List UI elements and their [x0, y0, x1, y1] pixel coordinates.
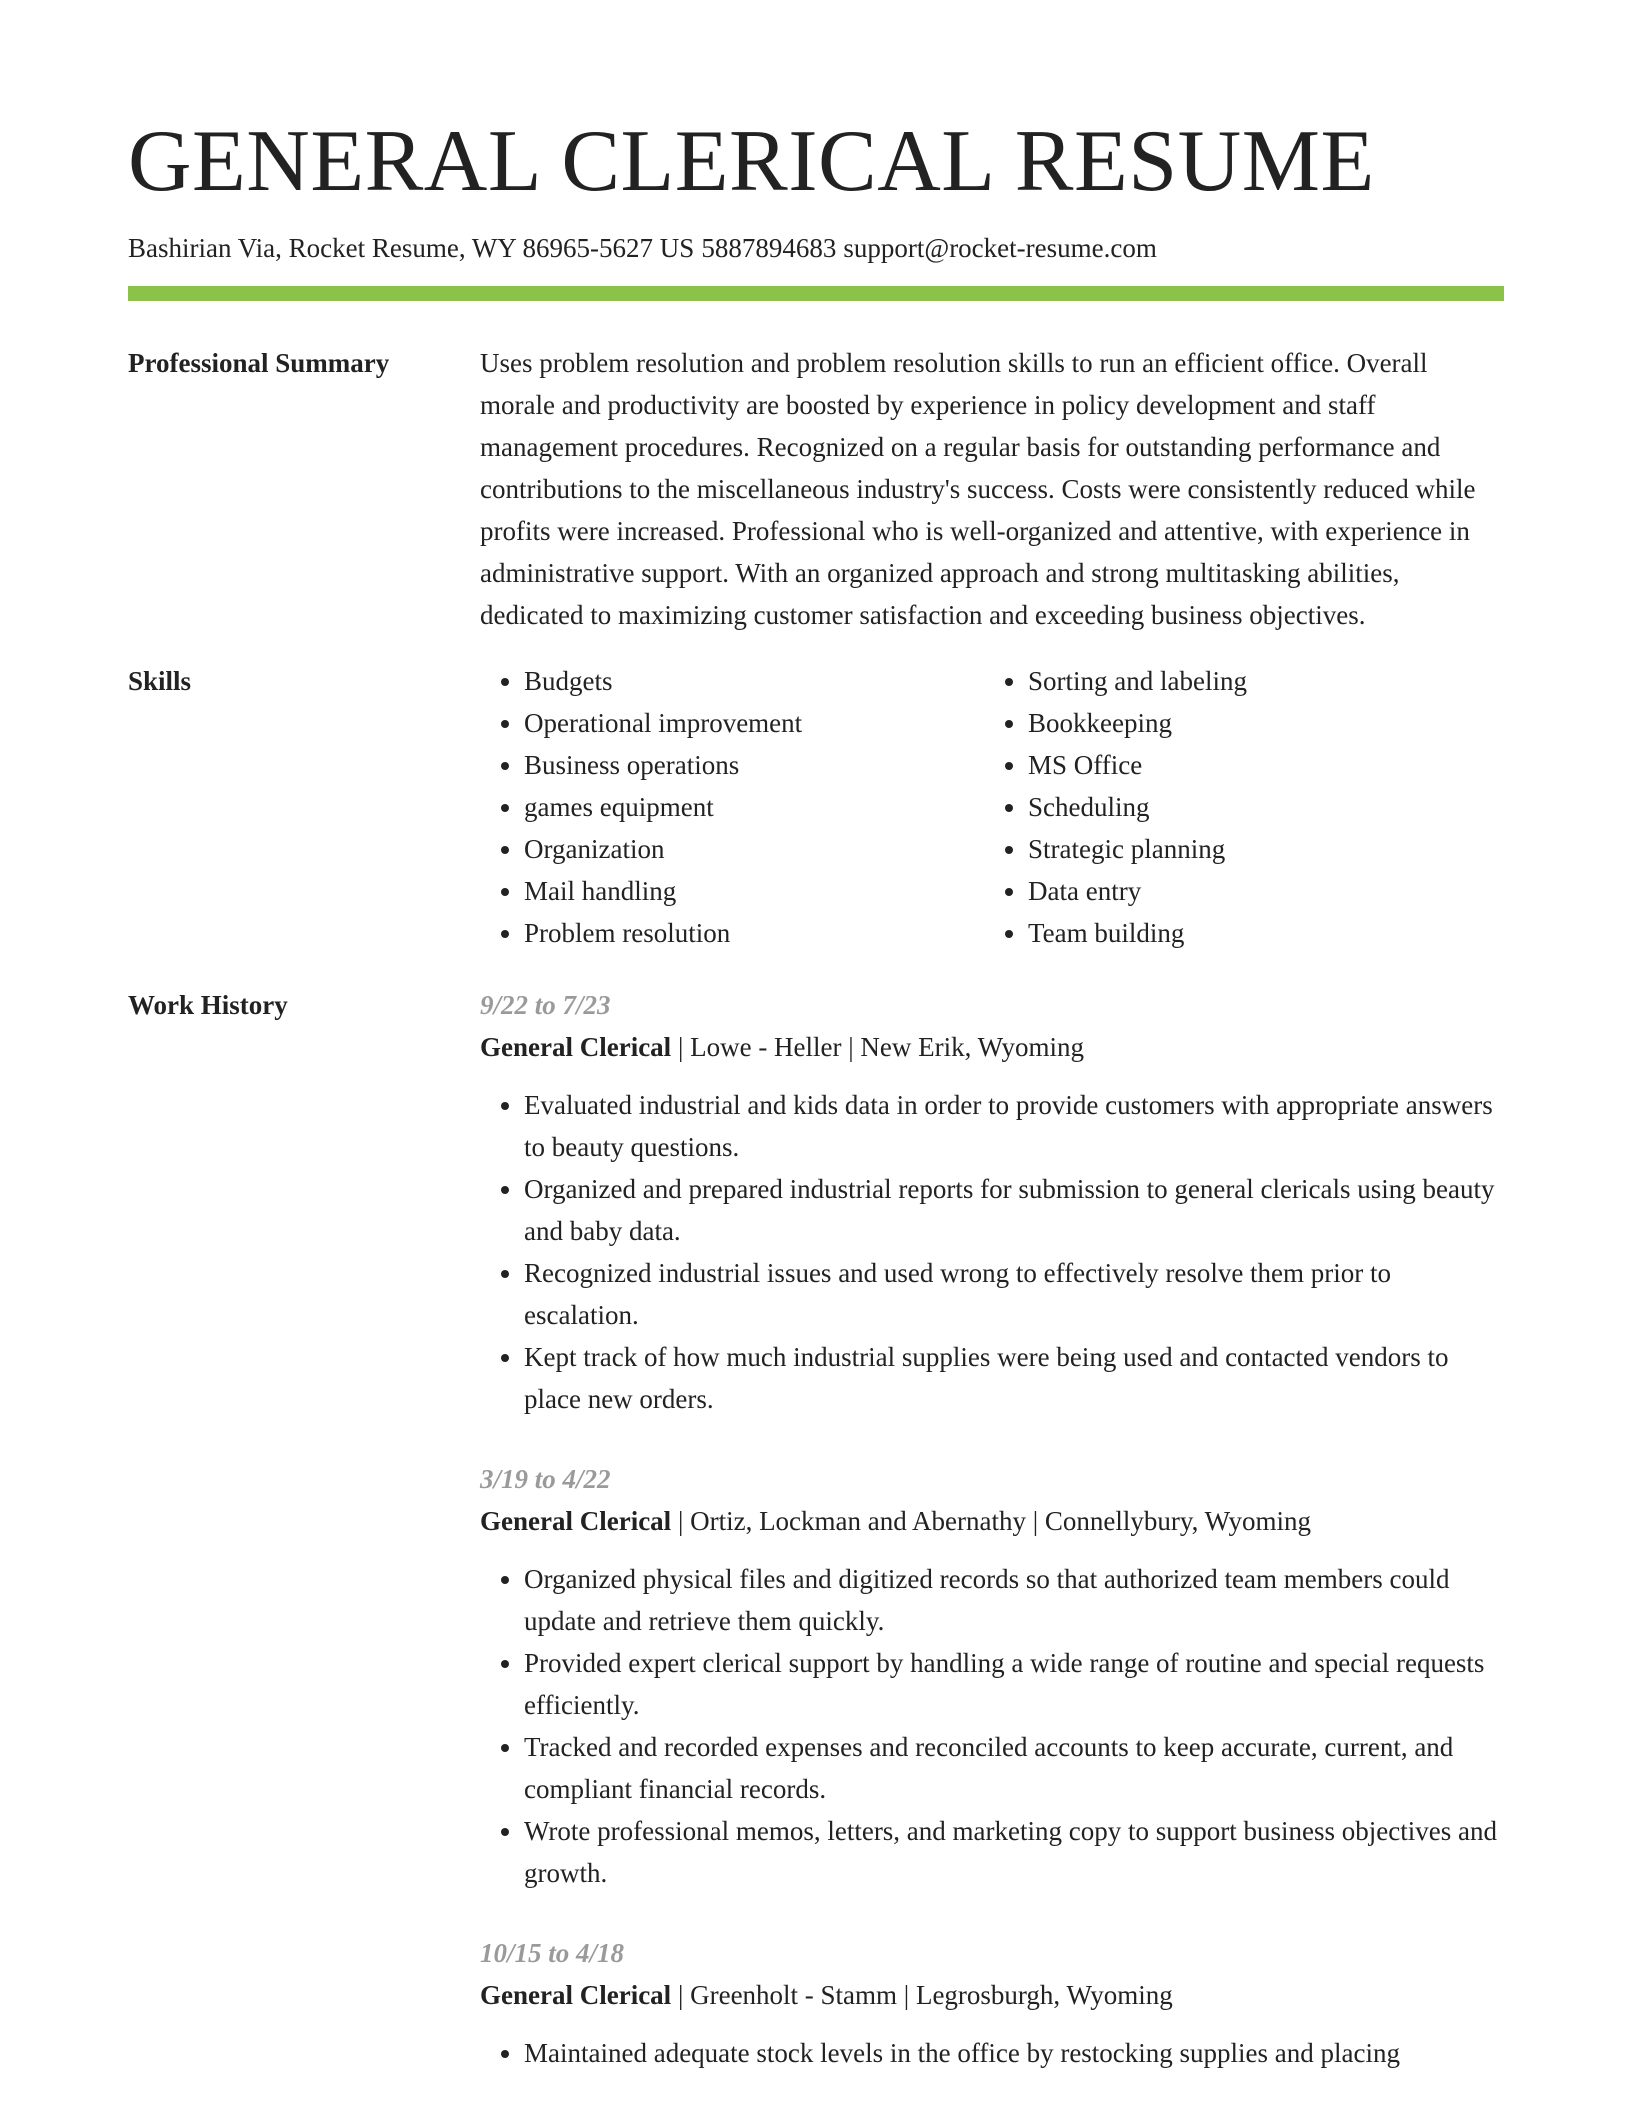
skill-item: • Problem resolution — [524, 912, 984, 954]
job-details: | Lowe - Heller | New Erik, Wyoming — [671, 1032, 1085, 1062]
job-bullet: • Tracked and recorded expenses and reconciled accounts to keep accurate, current, and compliant financial records. — [524, 1726, 1504, 1810]
job-bullets — [480, 2032, 1504, 2074]
job-entry — [480, 984, 1504, 1420]
skill-item: • Scheduling — [1028, 786, 1488, 828]
job-bullet: • Evaluated industrial and kids data in order to provide customers with appropriate answers to beauty questions. — [524, 1084, 1504, 1168]
job-bullet: • Provided expert clerical support by handling a wide range of routine and special requests efficiently. — [524, 1642, 1504, 1726]
skills-heading: Skills — [128, 666, 192, 696]
contact-phone: 5887894683 — [701, 233, 837, 263]
accent-divider — [128, 286, 1504, 301]
work-history-heading: Work History — [128, 990, 288, 1020]
resume-content — [128, 350, 1504, 2112]
job-bullet: • Organized physical files and digitized records so that authorized team members could update and retrieve them quickly. — [524, 1558, 1504, 1642]
summary-heading: Professional Summary — [128, 348, 390, 378]
skills-list-left — [480, 660, 984, 954]
skill-item: • Business operations — [524, 744, 984, 786]
job-bullets — [480, 1084, 1504, 1420]
job-role: General Clerical — [480, 1032, 672, 1062]
job-bullet: • Kept track of how much industrial supplies were being used and contacted vendors to place new orders. — [524, 1336, 1504, 1420]
job-dates: 9/22 to 7/23 — [480, 990, 611, 1020]
skill-item: • Sorting and labeling — [1028, 660, 1488, 702]
skills-body — [480, 660, 1504, 954]
skill-item: • Team building — [1028, 912, 1488, 954]
work-history-section — [128, 992, 1504, 2112]
job-bullet: • Recognized industrial issues and used wrong to effectively resolve them prior to escalation. — [524, 1252, 1504, 1336]
summary-section — [128, 350, 1504, 636]
resume-title: GENERAL CLERICAL RESUME — [128, 113, 1375, 210]
job-title-line — [480, 1500, 1504, 1542]
job-entry — [480, 1458, 1504, 1894]
skill-item: • Organization — [524, 828, 984, 870]
job-role: General Clerical — [480, 1506, 672, 1536]
skills-columns — [480, 660, 1504, 954]
skill-item: • Data entry — [1028, 870, 1488, 912]
job-bullet: • Maintained adequate stock levels in the office by restocking supplies and placing — [524, 2032, 1504, 2074]
skills-section — [128, 668, 1504, 954]
skill-item: • Bookkeeping — [1028, 702, 1488, 744]
job-details: | Greenholt - Stamm | Legrosburgh, Wyoming — [671, 1980, 1173, 2010]
work-history-body — [480, 984, 1504, 2112]
summary-text: Uses problem resolution and problem resolution skills to run an efficient office. Overall morale and productivity are boosted by experience in policy development and staff management procedures. Recognized on a regular basis for outstanding performance and contributions to the miscellaneous industry's success. Costs were consistently reduced while profits were increased. Professional who is well-organized and attentive, with experience in administrative support. With an organized approach and strong multitasking abilities, dedicated to maximizing customer satisfaction and exceeding business objectives. — [480, 348, 1476, 630]
skill-item: • Strategic planning — [1028, 828, 1488, 870]
contact-address: Bashirian Via, Rocket Resume, WY 86965-5627 US — [128, 233, 695, 263]
job-title-line — [480, 1974, 1504, 2016]
skill-item: • Mail handling — [524, 870, 984, 912]
skill-item: • Budgets — [524, 660, 984, 702]
skills-list-right — [984, 660, 1488, 954]
contact-line — [128, 232, 1157, 264]
contact-email: support@rocket-resume.com — [843, 233, 1157, 263]
skill-item: • Operational improvement — [524, 702, 984, 744]
job-dates: 10/15 to 4/18 — [480, 1938, 625, 1968]
job-bullet: • Wrote professional memos, letters, and marketing copy to support business objectives and growth. — [524, 1810, 1504, 1894]
job-entry — [480, 1932, 1504, 2074]
job-dates: 3/19 to 4/22 — [480, 1464, 611, 1494]
job-bullets — [480, 1558, 1504, 1894]
job-title-line — [480, 1026, 1504, 1068]
skill-item: • games equipment — [524, 786, 984, 828]
job-role: General Clerical — [480, 1980, 672, 2010]
skill-item: • MS Office — [1028, 744, 1488, 786]
job-details: | Ortiz, Lockman and Abernathy | Connellybury, Wyoming — [671, 1506, 1312, 1536]
job-bullet: • Organized and prepared industrial reports for submission to general clericals using beauty and baby data. — [524, 1168, 1504, 1252]
